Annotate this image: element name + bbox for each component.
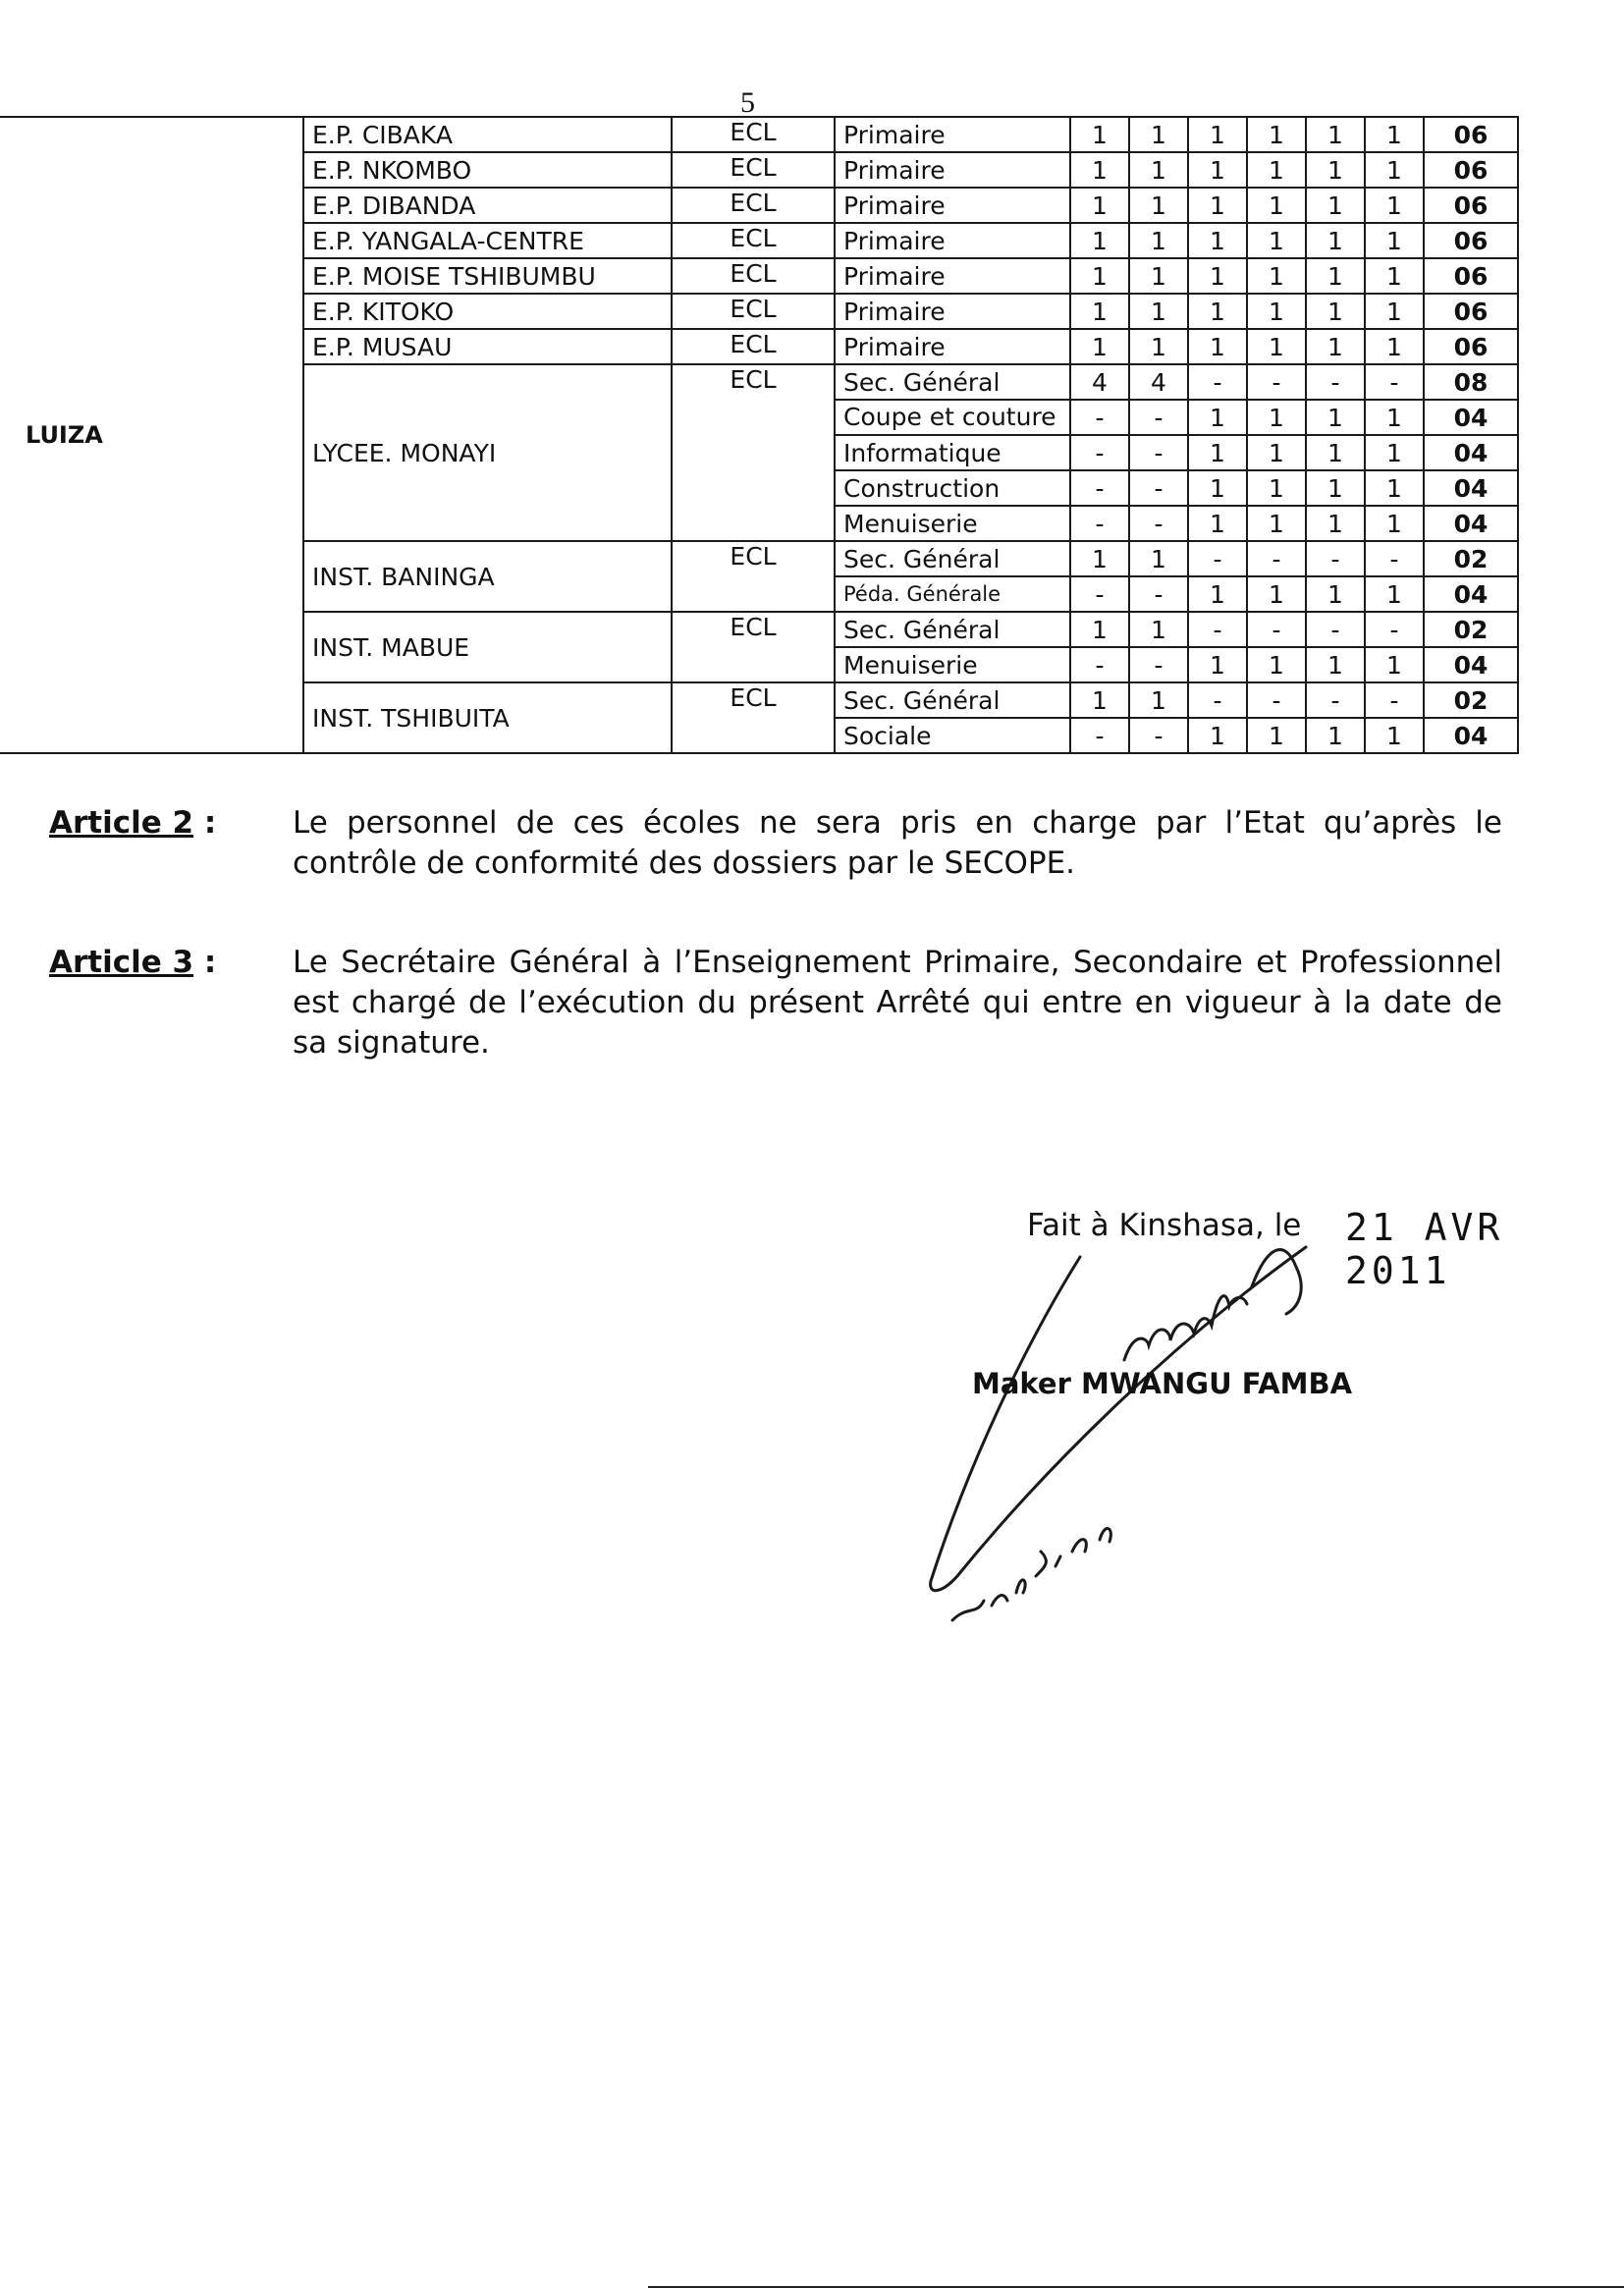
option-cell: Informatique <box>835 435 1070 470</box>
count-cell: 1 <box>1129 682 1188 718</box>
count-cell: - <box>1070 400 1129 435</box>
count-cell: 1 <box>1188 470 1247 506</box>
option-cell: Sec. Général <box>835 682 1070 718</box>
count-cell: 1 <box>1070 329 1129 364</box>
count-cell: - <box>1188 541 1247 576</box>
count-cell: - <box>1247 682 1306 718</box>
count-cell: 1 <box>1247 329 1306 364</box>
total-cell: 06 <box>1424 188 1518 223</box>
school-name-cell: E.P. CIBAKA <box>303 117 672 152</box>
regime-cell: ECL <box>672 258 835 294</box>
count-cell: 1 <box>1365 223 1424 258</box>
count-cell: - <box>1129 400 1188 435</box>
total-cell: 04 <box>1424 506 1518 541</box>
count-cell: 1 <box>1365 188 1424 223</box>
option-cell: Primaire <box>835 223 1070 258</box>
count-cell: 1 <box>1188 258 1247 294</box>
school-name-cell: E.P. MUSAU <box>303 329 672 364</box>
count-cell: 1 <box>1129 329 1188 364</box>
count-cell: 1 <box>1129 117 1188 152</box>
option-cell: Primaire <box>835 188 1070 223</box>
count-cell: - <box>1306 364 1365 400</box>
count-cell: 1 <box>1188 435 1247 470</box>
count-cell: 1 <box>1365 576 1424 612</box>
count-cell: 1 <box>1306 294 1365 329</box>
count-cell: 1 <box>1306 152 1365 188</box>
count-cell: 1 <box>1070 258 1129 294</box>
count-cell: 1 <box>1306 647 1365 682</box>
regime-cell: ECL <box>672 152 835 188</box>
option-cell: Sec. Général <box>835 364 1070 400</box>
regime-cell: ECL <box>672 188 835 223</box>
regime-cell: ECL <box>672 541 835 612</box>
regime-cell: ECL <box>672 223 835 258</box>
school-name-cell: E.P. YANGALA-CENTRE <box>303 223 672 258</box>
count-cell: 1 <box>1365 470 1424 506</box>
option-cell: Menuiserie <box>835 647 1070 682</box>
option-cell: Péda. Générale <box>835 576 1070 612</box>
school-name-cell: INST. BANINGA <box>303 541 672 612</box>
count-cell: 1 <box>1129 258 1188 294</box>
count-cell: 1 <box>1070 294 1129 329</box>
count-cell: - <box>1129 470 1188 506</box>
count-cell: 1 <box>1070 223 1129 258</box>
count-cell: - <box>1129 506 1188 541</box>
total-cell: 02 <box>1424 682 1518 718</box>
regime-cell: ECL <box>672 294 835 329</box>
count-cell: 1 <box>1188 294 1247 329</box>
schools-table-body <box>1 117 1518 753</box>
count-cell: 1 <box>1247 470 1306 506</box>
count-cell: 1 <box>1247 506 1306 541</box>
count-cell: 1 <box>1365 329 1424 364</box>
count-cell: 1 <box>1365 294 1424 329</box>
count-cell: 1 <box>1306 188 1365 223</box>
option-cell: Primaire <box>835 258 1070 294</box>
schools-table <box>0 116 1519 754</box>
count-cell: 1 <box>1188 329 1247 364</box>
count-cell: 1 <box>1188 117 1247 152</box>
count-cell: - <box>1306 541 1365 576</box>
count-cell: 1 <box>1247 647 1306 682</box>
article-2-label: Article 2 : <box>49 805 217 841</box>
count-cell: 1 <box>1247 576 1306 612</box>
option-cell: Sociale <box>835 718 1070 753</box>
regime-cell: ECL <box>672 612 835 682</box>
count-cell: 1 <box>1247 435 1306 470</box>
count-cell: - <box>1070 576 1129 612</box>
place-date: Fait à Kinshasa, le <box>1027 1208 1302 1243</box>
count-cell: - <box>1247 364 1306 400</box>
table-row <box>1 117 1518 152</box>
count-cell: - <box>1188 364 1247 400</box>
count-cell: - <box>1365 541 1424 576</box>
count-cell: 1 <box>1070 682 1129 718</box>
count-cell: - <box>1070 647 1129 682</box>
count-cell: 1 <box>1306 470 1365 506</box>
signature-initials-stroke <box>1124 1296 1247 1360</box>
count-cell: - <box>1070 718 1129 753</box>
count-cell: 1 <box>1365 400 1424 435</box>
count-cell: 1 <box>1188 152 1247 188</box>
total-cell: 02 <box>1424 612 1518 647</box>
count-cell: 1 <box>1306 258 1365 294</box>
territory-cell: LUIZA <box>1 117 303 753</box>
count-cell: 1 <box>1306 718 1365 753</box>
count-cell: 1 <box>1365 506 1424 541</box>
count-cell: 1 <box>1306 435 1365 470</box>
page-number: 5 <box>740 86 755 119</box>
count-cell: 1 <box>1306 329 1365 364</box>
school-name-cell: INST. TSHIBUITA <box>303 682 672 753</box>
count-cell: - <box>1129 647 1188 682</box>
count-cell: - <box>1306 612 1365 647</box>
count-cell: 1 <box>1188 223 1247 258</box>
signature-sweep-stroke <box>931 1247 1306 1591</box>
school-name-cell: E.P. DIBANDA <box>303 188 672 223</box>
option-cell: Sec. Général <box>835 541 1070 576</box>
count-cell: 1 <box>1129 188 1188 223</box>
option-cell: Construction <box>835 470 1070 506</box>
count-cell: - <box>1365 364 1424 400</box>
total-cell: 06 <box>1424 117 1518 152</box>
count-cell: 1 <box>1070 152 1129 188</box>
count-cell: - <box>1188 612 1247 647</box>
count-cell: 4 <box>1129 364 1188 400</box>
date-stamp: 21 AVR 2011 <box>1345 1206 1504 1292</box>
school-name-cell: LYCEE. MONAYI <box>303 364 672 541</box>
count-cell: 1 <box>1188 188 1247 223</box>
total-cell: 02 <box>1424 541 1518 576</box>
count-cell: 1 <box>1129 223 1188 258</box>
count-cell: 1 <box>1070 612 1129 647</box>
total-cell: 08 <box>1424 364 1518 400</box>
count-cell: - <box>1365 612 1424 647</box>
count-cell: 1 <box>1129 612 1188 647</box>
school-name-cell: E.P. KITOKO <box>303 294 672 329</box>
total-cell: 06 <box>1424 223 1518 258</box>
total-cell: 06 <box>1424 258 1518 294</box>
count-cell: 1 <box>1365 435 1424 470</box>
count-cell: 1 <box>1188 506 1247 541</box>
option-cell: Primaire <box>835 294 1070 329</box>
count-cell: 1 <box>1247 718 1306 753</box>
signatory-name: Maker MWANGU FAMBA <box>972 1367 1353 1400</box>
count-cell: 1 <box>1365 718 1424 753</box>
total-cell: 04 <box>1424 470 1518 506</box>
school-name-cell: E.P. NKOMBO <box>303 152 672 188</box>
count-cell: 1 <box>1129 152 1188 188</box>
count-cell: 1 <box>1306 400 1365 435</box>
option-cell: Primaire <box>835 329 1070 364</box>
count-cell: 1 <box>1365 647 1424 682</box>
total-cell: 06 <box>1424 294 1518 329</box>
count-cell: 1 <box>1247 188 1306 223</box>
school-name-cell: INST. MABUE <box>303 612 672 682</box>
count-cell: - <box>1306 682 1365 718</box>
count-cell: 1 <box>1129 294 1188 329</box>
regime-cell: ECL <box>672 329 835 364</box>
count-cell: 1 <box>1365 152 1424 188</box>
total-cell: 04 <box>1424 647 1518 682</box>
count-cell: 1 <box>1247 294 1306 329</box>
option-cell: Primaire <box>835 152 1070 188</box>
count-cell: 1 <box>1306 576 1365 612</box>
count-cell: 1 <box>1247 117 1306 152</box>
option-cell: Menuiserie <box>835 506 1070 541</box>
count-cell: 1 <box>1070 541 1129 576</box>
count-cell: - <box>1365 682 1424 718</box>
count-cell: 1 <box>1188 400 1247 435</box>
regime-cell: ECL <box>672 117 835 152</box>
count-cell: 1 <box>1188 718 1247 753</box>
total-cell: 04 <box>1424 435 1518 470</box>
count-cell: - <box>1247 541 1306 576</box>
handwritten-signature <box>913 1227 1384 1640</box>
count-cell: 4 <box>1070 364 1129 400</box>
article-2-text: Le personnel de ces écoles ne sera pris en charge par l’Etat qu’après le contrôle de conformité des dossiers par le SECOPE. <box>293 805 1502 882</box>
count-cell: 1 <box>1188 576 1247 612</box>
regime-cell: ECL <box>672 682 835 753</box>
count-cell: 1 <box>1247 258 1306 294</box>
count-cell: - <box>1129 576 1188 612</box>
count-cell: 1 <box>1365 117 1424 152</box>
option-cell: Primaire <box>835 117 1070 152</box>
count-cell: 1 <box>1247 152 1306 188</box>
count-cell: - <box>1129 435 1188 470</box>
total-cell: 04 <box>1424 576 1518 612</box>
option-cell: Coupe et couture <box>835 400 1070 435</box>
count-cell: - <box>1070 470 1129 506</box>
count-cell: 1 <box>1247 400 1306 435</box>
count-cell: 1 <box>1070 188 1129 223</box>
count-cell: - <box>1070 506 1129 541</box>
option-cell: Sec. Général <box>835 612 1070 647</box>
total-cell: 06 <box>1424 152 1518 188</box>
count-cell: 1 <box>1306 223 1365 258</box>
count-cell: - <box>1247 612 1306 647</box>
total-cell: 04 <box>1424 400 1518 435</box>
article-2 <box>49 803 1502 884</box>
handwritten-date-stroke <box>952 1528 1110 1620</box>
total-cell: 04 <box>1424 718 1518 753</box>
count-cell: 1 <box>1306 506 1365 541</box>
article-3-text: Le Secrétaire Général à l’Enseignement Primaire, Secondaire et Professionnel est chargé de l’exécution du présent Arrêté qui entre en vigueur à la date de sa signature. <box>293 945 1502 1062</box>
count-cell: 1 <box>1070 117 1129 152</box>
article-3 <box>49 943 1502 1064</box>
count-cell: - <box>1070 435 1129 470</box>
school-name-cell: E.P. MOISE TSHIBUMBU <box>303 258 672 294</box>
article-3-label: Article 3 : <box>49 945 217 980</box>
count-cell: - <box>1188 682 1247 718</box>
count-cell: 1 <box>1306 117 1365 152</box>
count-cell: 1 <box>1188 647 1247 682</box>
total-cell: 06 <box>1424 329 1518 364</box>
count-cell: - <box>1129 718 1188 753</box>
count-cell: 1 <box>1247 223 1306 258</box>
count-cell: 1 <box>1129 541 1188 576</box>
regime-cell: ECL <box>672 364 835 541</box>
count-cell: 1 <box>1365 258 1424 294</box>
